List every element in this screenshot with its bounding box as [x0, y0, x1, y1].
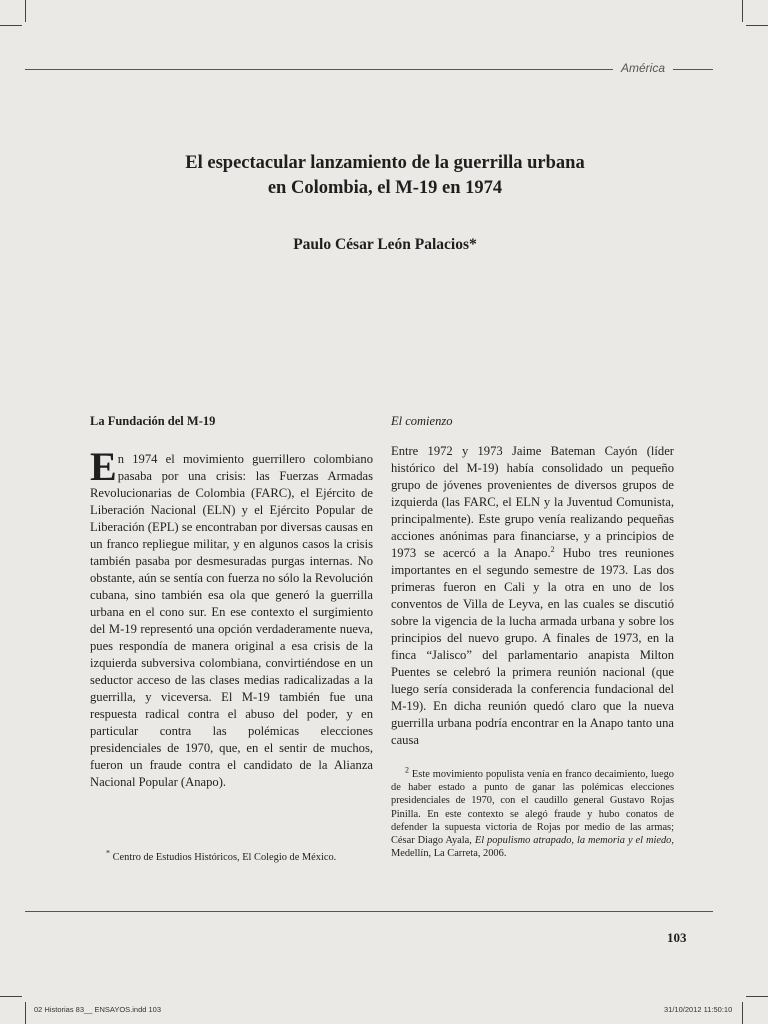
footnote-2-text-2: , Medellín, La Carreta, 2006. — [391, 835, 674, 860]
title-line-1: El espectacular lanzamiento de la guerrilla urbana — [185, 153, 585, 173]
right-column-body-2: Hubo tres reuniones importantes en el segundo semestre de 1973. Las dos primeras fueron en Cali y la otra en uno de los conventos de Villa de Leyva, en las cuales se discutió sobre la vigencia de la lucha armada urbana y sobre los principios del nuevo grupo. A finales de 1973, en la finca “Jalisco” del parlamentario anapista Milton Puentes se celebró la primera reunión nacional (que luego sería considerada la conferencia fundacional del M-19). En dicha reunión quedó claro que la nueva guerrilla urbana podría encontrar en la Anapo tanto una causa — [391, 546, 675, 747]
crop-mark — [25, 1002, 26, 1024]
right-column-text — [391, 443, 674, 749]
left-column-text — [90, 444, 373, 791]
footnote-ref: 2 — [550, 544, 555, 554]
footnote-author — [106, 848, 376, 864]
crop-mark — [742, 1002, 743, 1024]
footnote-mark: 2 — [405, 765, 409, 775]
footnote-2 — [391, 765, 674, 860]
left-column-body: n 1974 el movimiento guerrillero colombiano pasaba por una crisis: las Fuerzas Armadas Revolucionarias de Colombia (FARC), el Ejército de Liberación Nacional (ELN) y el Ejército Popular de Liberación (EPL) se encontraban por diversas causas en un franco repliegue militar, y en algunos casos la crisis también pasaba por desmesuradas purgas internas. No obstante, aún se sentía con fuerza no sólo la Revolución cubana, sino también esa ola que generó la guerrilla urbana en el cono sur. En ese contexto el surgimiento del M-19 representó una opción verdaderamente nueva, pues respondía de manera original a esa crisis de la izquierda subversiva colombiana, convirtiéndose en un seductor acceso de las clases medias radicalizadas a la guerrilla, y viceversa. El M-19 también fue una respuesta radical contra el abuso del poder, y en particular contra las polémicas elecciones presidenciales de 1970, que, en el sentir de muchos, fueron un fraude contra el candidato de la Alianza Nacional Popular (Anapo). — [90, 452, 373, 789]
section-label: América — [613, 61, 673, 75]
page-number: 103 — [667, 930, 687, 945]
author-name: Paulo César León Palacios* — [293, 236, 477, 253]
title-line-2: en Colombia, el M-19 en 1974 — [267, 178, 503, 198]
footnote-author-text: Centro de Estudios Históricos, El Colegio de México. — [112, 852, 337, 863]
crop-mark — [746, 25, 768, 26]
right-column-body-1: Entre 1972 y 1973 Jaime Bateman Cayón (líder histórico del M-19) había consolidado un pequeño grupo de jóvenes provenientes de diversos grupos de izquierda (las FARC, el ELN y la Juventud Comunista, principalmente). Este grupo venía realizando pequeñas acciones anónimas para financiarse, y a principios de 1973 se acercó a la Anapo. — [391, 444, 674, 560]
crop-mark — [25, 0, 26, 22]
header-rule — [25, 69, 713, 70]
print-slug-left: 02 Historias 83__ ENSAYOS.indd 103 — [34, 1005, 162, 1014]
footer-rule — [25, 911, 713, 912]
print-slug-right: 31/10/2012 11:50:10 — [664, 1005, 733, 1014]
crop-mark — [746, 996, 768, 997]
footnote-2-text-1: Este movimiento populista venía en franco decaimiento, luego de haber estado a punto de ganar las polémicas elecciones presidenciales de 1970, con el caudillo general Gustavo Rojas Pinilla. En este contexto se alegó fraude y hubo conatos de defender la supuesta victoria de Rojas por medio de las armas; César Diago Ayala, — [391, 769, 674, 847]
dropcap: E — [90, 444, 117, 489]
crop-mark — [742, 0, 743, 22]
article-title — [80, 151, 690, 201]
footnote-mark: * — [106, 848, 110, 858]
crop-mark — [0, 996, 22, 997]
section-heading-fundacion: La Fundación del M-19 — [90, 414, 216, 428]
footnote-2-book-title: El populismo atrapado, la memoria y el miedo — [474, 835, 672, 847]
crop-mark — [0, 25, 22, 26]
section-heading-comienzo: El comienzo — [391, 414, 453, 428]
